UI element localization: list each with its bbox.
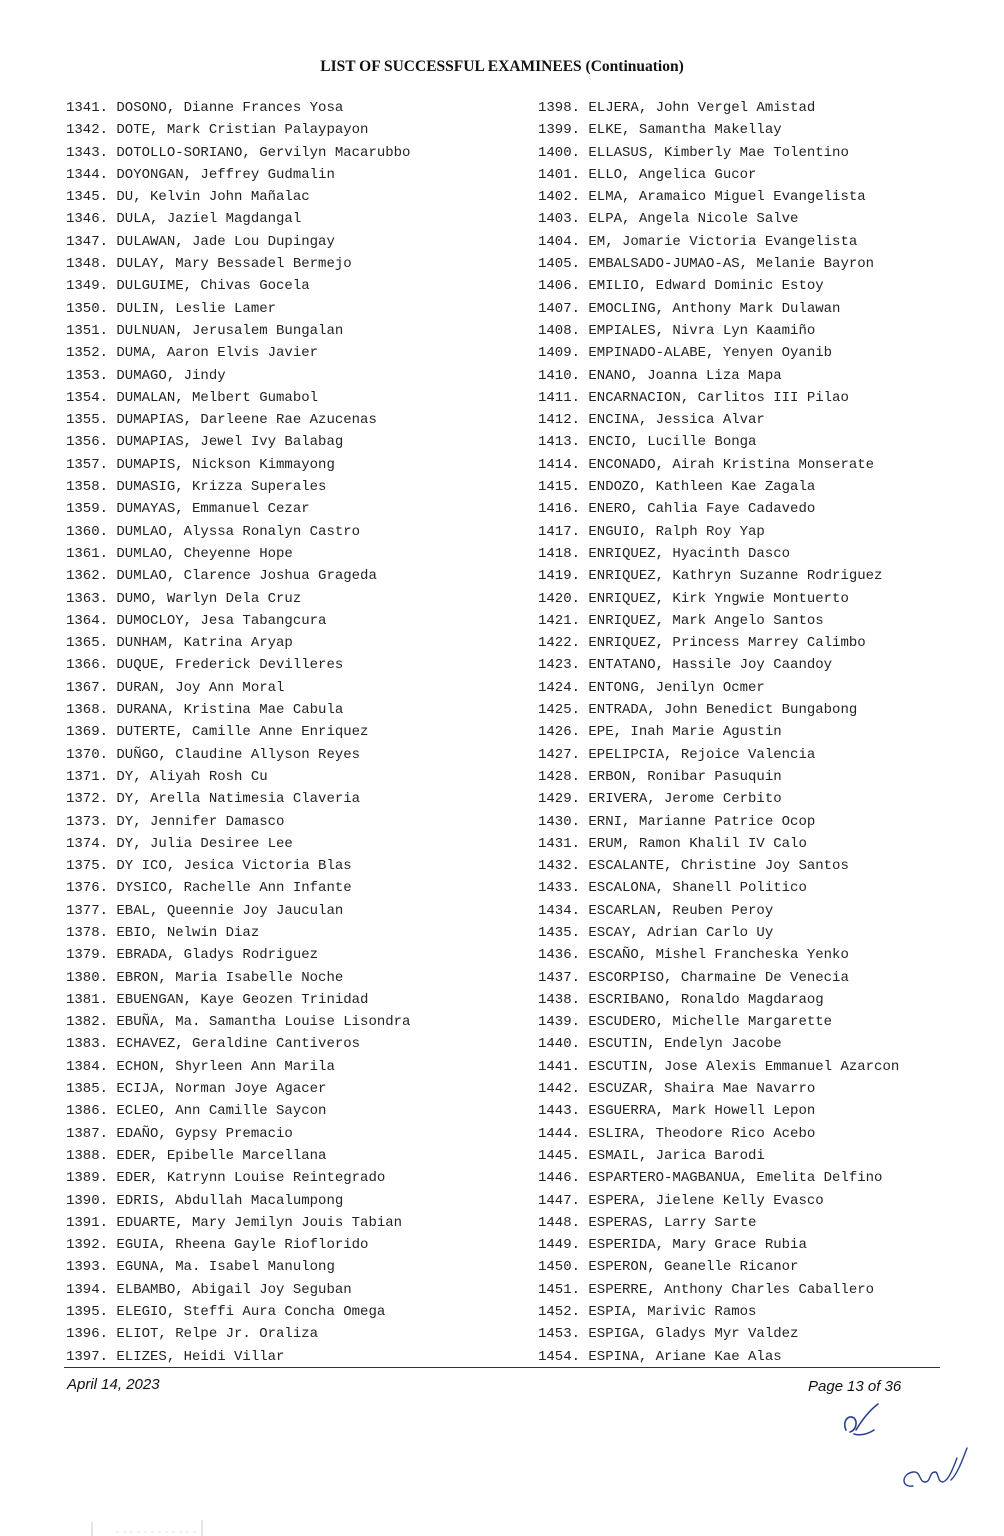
examinee-entry: 1372. DY, Arella Natimesia Claveria (66, 791, 361, 808)
examinee-entry: 1410. ENANO, Joanna Liza Mapa (538, 367, 782, 384)
examinee-entry: 1350. DULIN, Leslie Lamer (66, 300, 277, 317)
examinee-entry: 1406. EMILIO, Edward Dominic Estoy (538, 278, 824, 295)
examinee-entry: 1396. ELIOT, Relpe Jr. Oraliza (66, 1326, 319, 1343)
examinee-entry: 1341. DOSONO, Dianne Frances Yosa (66, 100, 344, 116)
examinee-entry: 1421. ENRIQUEZ, Mark Angelo Santos (538, 612, 824, 629)
examinee-entry: 1371. DY, Aliyah Rosh Cu (66, 768, 268, 785)
examinee-entry: 1343. DOTOLLO-SORIANO, Gervilyn Macarubbo (66, 144, 411, 161)
examinee-entry: 1439. ESCUDERO, Michelle Margarette (538, 1014, 833, 1031)
examinee-entry: 1359. DUMAYAS, Emmanuel Cezar (66, 501, 310, 518)
examinee-entry: 1454. ESPINA, Ariane Kae Alas (538, 1348, 782, 1365)
examinee-entry: 1438. ESCRIBANO, Ronaldo Magdaraog (538, 991, 824, 1008)
examinee-entry: 1420. ENRIQUEZ, Kirk Yngwie Montuerto (538, 590, 849, 607)
examinee-entry: 1452. ESPIA, Marivic Ramos (538, 1304, 757, 1321)
examinee-entry: 1362. DUMLAO, Clarence Joshua Grageda (66, 568, 377, 585)
examinee-entry: 1448. ESPERAS, Larry Sarte (538, 1214, 757, 1231)
examinee-entry: 1445. ESMAIL, Jarica Barodi (538, 1147, 765, 1164)
page-of: 13 of 36 (847, 1378, 902, 1395)
examinee-entry: 1402. ELMA, Aramaico Miguel Evangelista (538, 189, 866, 206)
examinee-entry: 1440. ESCUTIN, Endelyn Jacobe (538, 1036, 782, 1053)
examinee-entry: 1411. ENCARNACION, Carlitos III Pilao (538, 389, 849, 406)
page-label: Page (808, 1378, 844, 1395)
examinee-entry: 1395. ELEGIO, Steffi Aura Concha Omega (66, 1304, 386, 1321)
page-title: LIST OF SUCCESSFUL EXAMINEES (Continuation) (320, 58, 684, 75)
examinee-entry: 1388. EDER, Epibelle Marcellana (66, 1147, 327, 1164)
examinee-entry: 1374. DY, Julia Desiree Lee (66, 835, 293, 852)
examinee-entry: 1356. DUMAPIAS, Jewel Ivy Balabag (66, 434, 344, 451)
examinee-entry: 1380. EBRON, Maria Isabelle Noche (66, 969, 344, 986)
examinee-entry: 1418. ENRIQUEZ, Hyacinth Dasco (538, 545, 791, 562)
examinee-entry: 1354. DUMALAN, Melbert Gumabol (66, 389, 319, 406)
examinee-entry: 1351. DULNUAN, Jerusalem Bungalan (66, 322, 344, 339)
examinee-entry: 1345. DU, Kelvin John Mañalac (66, 189, 310, 206)
examinee-entry: 1433. ESCALONA, Shanell Politico (538, 880, 807, 897)
examinee-entry: 1369. DUTERTE, Camille Anne Enriquez (66, 724, 369, 741)
examinee-entry: 1387. EDAÑO, Gypsy Premacio (66, 1125, 293, 1142)
examinee-entry: 1428. ERBON, Ronibar Pasuquin (538, 768, 782, 785)
examinee-entry: 1355. DUMAPIAS, Darleene Rae Azucenas (66, 412, 377, 429)
examinee-entry: 1449. ESPERIDA, Mary Grace Rubia (538, 1237, 807, 1254)
examinee-entry: 1390. EDRIS, Abdullah Macalumpong (66, 1192, 344, 1209)
examinee-entry: 1403. ELPA, Angela Nicole Salve (538, 211, 799, 228)
examinee-entry: 1434. ESCARLAN, Reuben Peroy (538, 902, 774, 919)
examinee-entry: 1353. DUMAGO, Jindy (66, 367, 226, 384)
examinee-entry: 1370. DUÑGO, Claudine Allyson Reyes (66, 746, 361, 763)
examinee-entry: 1404. EM, Jomarie Victoria Evangelista (538, 233, 858, 250)
examinee-entry: 1375. DY ICO, Jesica Victoria Blas (66, 858, 352, 875)
examinee-entry: 1373. DY, Jennifer Damasco (66, 813, 285, 830)
examinee-entry: 1430. ERNI, Marianne Patrice Ocop (538, 813, 816, 830)
examinee-entry: 1429. ERIVERA, Jerome Cerbito (538, 791, 782, 808)
examinee-entry: 1426. EPE, Inah Marie Agustin (538, 724, 782, 741)
signature-icon (895, 1438, 975, 1508)
examinee-entry: 1417. ENGUIO, Ralph Roy Yap (538, 523, 765, 540)
examinee-entry: 1414. ENCONADO, Airah Kristina Monserate (538, 456, 875, 473)
examinee-list-left (66, 97, 410, 1368)
examinee-entry: 1419. ENRIQUEZ, Kathryn Suzanne Rodriguez (538, 568, 883, 585)
footer-divider (64, 1367, 940, 1368)
examinee-entry: 1398. ELJERA, John Vergel Amistad (538, 100, 816, 116)
examinee-entry: 1348. DULAY, Mary Bessadel Bermejo (66, 256, 352, 273)
examinee-entry: 1379. EBRADA, Gladys Rodriguez (66, 947, 319, 964)
examinee-entry: 1391. EDUARTE, Mary Jemilyn Jouis Tabian (66, 1214, 403, 1231)
examinee-entry: 1364. DUMOCLOY, Jesa Tabangcura (66, 612, 327, 629)
examinee-entry: 1435. ESCAY, Adrian Carlo Uy (538, 924, 774, 941)
examinee-entry: 1444. ESLIRA, Theodore Rico Acebo (538, 1125, 816, 1142)
examinee-entry: 1443. ESGUERRA, Mark Howell Lepon (538, 1103, 816, 1120)
examinee-entry: 1386. ECLEO, Ann Camille Saycon (66, 1103, 327, 1120)
examinee-entry: 1401. ELLO, Angelica Gucor (538, 166, 757, 183)
examinee-entry: 1431. ERUM, Ramon Khalil IV Calo (538, 835, 807, 852)
examinee-entry: 1450. ESPERON, Geanelle Ricanor (538, 1259, 799, 1276)
examinee-entry: 1400. ELLASUS, Kimberly Mae Tolentino (538, 144, 849, 161)
examinee-entry: 1349. DULGUIME, Chivas Gocela (66, 278, 310, 295)
examinee-entry: 1361. DUMLAO, Cheyenne Hope (66, 545, 293, 562)
examinee-entry: 1383. ECHAVEZ, Geraldine Cantiveros (66, 1036, 361, 1053)
examinee-entry: 1424. ENTONG, Jenilyn Ocmer (538, 679, 765, 696)
examinee-entry: 1381. EBUENGAN, Kaye Geozen Trinidad (66, 991, 369, 1008)
examinee-entry: 1360. DUMLAO, Alyssa Ronalyn Castro (66, 523, 361, 540)
examinee-entry: 1427. EPELIPCIA, Rejoice Valencia (538, 746, 816, 763)
examinee-entry: 1376. DYSICO, Rachelle Ann Infante (66, 880, 352, 897)
examinee-entry: 1365. DUNHAM, Katrina Aryap (66, 635, 293, 652)
examinee-entry: 1423. ENTATANO, Hassile Joy Caandoy (538, 657, 833, 674)
examinee-entry: 1389. EDER, Katrynn Louise Reintegrado (66, 1170, 386, 1187)
examinee-entry: 1442. ESCUZAR, Shaira Mae Navarro (538, 1081, 816, 1098)
examinee-entry: 1413. ENCIO, Lucille Bonga (538, 434, 757, 451)
examinee-entry: 1363. DUMO, Warlyn Dela Cruz (66, 590, 302, 607)
examinee-entry: 1441. ESCUTIN, Jose Alexis Emmanuel Azarcon (538, 1058, 900, 1075)
examinee-entry: 1378. EBIO, Nelwin Diaz (66, 924, 260, 941)
examinee-entry: 1415. ENDOZO, Kathleen Kae Zagala (538, 479, 816, 496)
examinee-entry: 1346. DULA, Jaziel Magdangal (66, 211, 302, 228)
examinee-entry: 1446. ESPARTERO-MAGBANUA, Emelita Delfino (538, 1170, 883, 1187)
examinee-entry: 1392. EGUIA, Rheena Gayle Rioflorido (66, 1237, 369, 1254)
examinee-entry: 1436. ESCAÑO, Mishel Francheska Yenko (538, 947, 849, 964)
examinee-entry: 1412. ENCINA, Jessica Alvar (538, 412, 765, 429)
examinee-entry: 1382. EBUÑA, Ma. Samantha Louise Lisondra (66, 1014, 411, 1031)
examinee-entry: 1425. ENTRADA, John Benedict Bungabong (538, 702, 858, 719)
examinee-entry: 1367. DURAN, Joy Ann Moral (66, 679, 285, 696)
examinee-entry: 1432. ESCALANTE, Christine Joy Santos (538, 858, 849, 875)
examinee-entry: 1358. DUMASIG, Krizza Superales (66, 479, 327, 496)
examinee-entry: 1394. ELBAMBO, Abigail Joy Seguban (66, 1281, 352, 1298)
examinee-entry: 1384. ECHON, Shyrleen Ann Marila (66, 1058, 335, 1075)
scan-margin-marks (86, 1518, 226, 1536)
examinee-entry: 1344. DOYONGAN, Jeffrey Gudmalin (66, 166, 335, 183)
examinee-entry: 1453. ESPIGA, Gladys Myr Valdez (538, 1326, 799, 1343)
examinee-entry: 1393. EGUNA, Ma. Isabel Manulong (66, 1259, 335, 1276)
examinee-entry: 1451. ESPERRE, Anthony Charles Caballero (538, 1281, 875, 1298)
examinee-entry: 1352. DUMA, Aaron Elvis Javier (66, 345, 319, 362)
examinee-entry: 1366. DUQUE, Frederick Devilleres (66, 657, 344, 674)
examinee-entry: 1437. ESCORPISO, Charmaine De Venecia (538, 969, 849, 986)
examinee-entry: 1347. DULAWAN, Jade Lou Dupingay (66, 233, 335, 250)
examinee-entry: 1368. DURANA, Kristina Mae Cabula (66, 702, 344, 719)
examinee-entry: 1385. ECIJA, Norman Joye Agacer (66, 1081, 327, 1098)
examinee-entry: 1342. DOTE, Mark Cristian Palaypayon (66, 122, 369, 139)
examinee-entry: 1408. EMPIALES, Nivra Lyn Kaamiño (538, 322, 816, 339)
examinee-entry: 1399. ELKE, Samantha Makellay (538, 122, 782, 139)
initials-signature-icon (838, 1400, 888, 1440)
examinee-list-right (538, 97, 899, 1368)
footer-page-number (808, 1378, 905, 1395)
examinee-entry: 1405. EMBALSADO-JUMAO-AS, Melanie Bayron (538, 256, 875, 273)
examinee-entry: 1407. EMOCLING, Anthony Mark Dulawan (538, 300, 841, 317)
examinee-entry: 1416. ENERO, Cahlia Faye Cadavedo (538, 501, 816, 518)
examinee-entry: 1397. ELIZES, Heidi Villar (66, 1348, 285, 1365)
examinee-entry: 1377. EBAL, Queennie Joy Jauculan (66, 902, 344, 919)
examinee-entry: 1447. ESPERA, Jielene Kelly Evasco (538, 1192, 824, 1209)
footer-date: April 14, 2023 (67, 1376, 160, 1393)
examinee-entry: 1409. EMPINADO-ALABE, Yenyen Oyanib (538, 345, 833, 362)
examinee-entry: 1357. DUMAPIS, Nickson Kimmayong (66, 456, 335, 473)
examinee-entry: 1422. ENRIQUEZ, Princess Marrey Calimbo (538, 635, 866, 652)
